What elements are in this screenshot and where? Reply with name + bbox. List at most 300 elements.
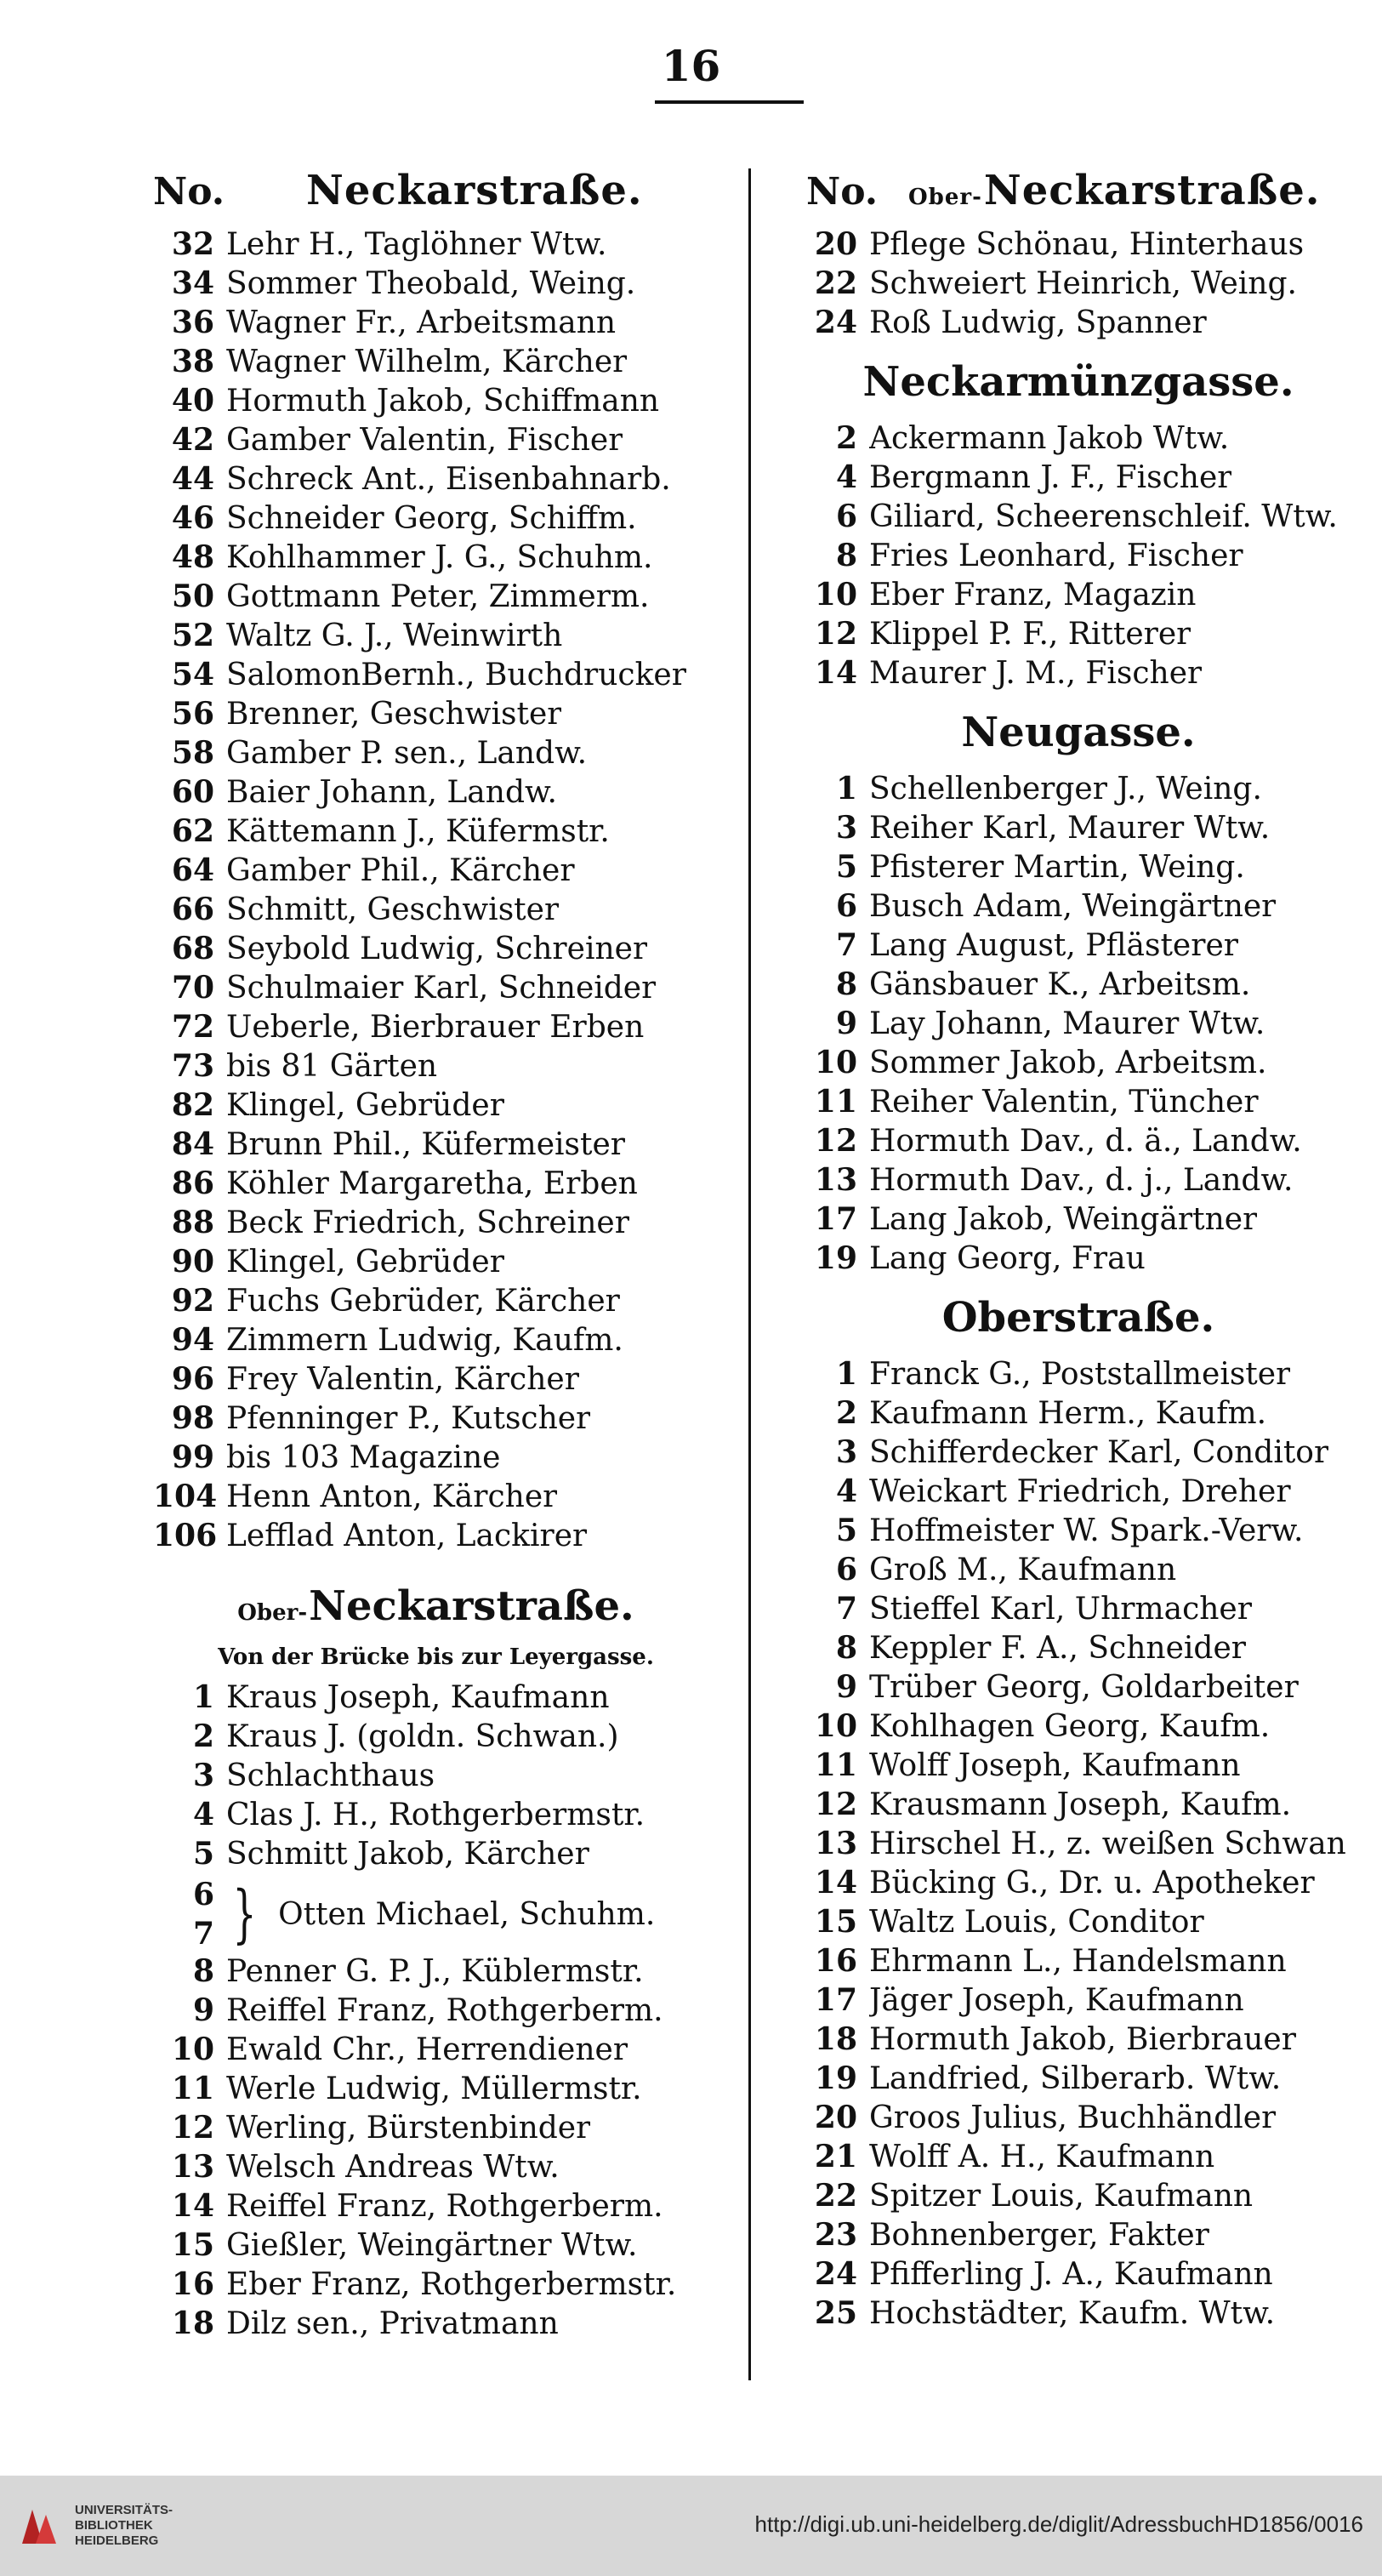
house-number: 11	[171, 2071, 214, 2106]
no-label: No.	[153, 170, 225, 214]
resident-name: Penner G. P. J., Küblermstr.	[226, 1954, 644, 1989]
entry-list-ober-neckarstrasse-cont	[806, 226, 1351, 344]
list-item	[153, 578, 719, 618]
resident-name: Brenner, Geschwister	[226, 697, 562, 732]
resident-name: bis 81 Gärten	[226, 1049, 438, 1084]
list-item	[153, 500, 719, 539]
list-item	[153, 774, 719, 813]
house-number: 73	[171, 1048, 214, 1084]
house-number: 16	[814, 1943, 857, 1979]
resident-name: Kohlhagen Georg, Kaufm.	[869, 1709, 1271, 1744]
resident-name: Klippel P. F., Ritterer	[869, 617, 1191, 652]
list-item	[153, 813, 719, 852]
house-number: 88	[171, 1205, 214, 1240]
house-number: 14	[814, 655, 857, 691]
list-item	[806, 1123, 1351, 1162]
resident-name: Gamber P. sen., Landw.	[226, 736, 588, 771]
university-library-logo-icon	[17, 2503, 63, 2549]
house-number: 4	[835, 459, 857, 495]
right-column	[806, 167, 1351, 2334]
resident-name: Baier Johann, Landw.	[226, 775, 557, 810]
street-title-text: Neckarstraße.	[983, 167, 1321, 214]
house-number: 18	[814, 2021, 857, 2057]
brace-entry	[153, 1875, 719, 1953]
resident-name: Wagner Wilhelm, Kärcher	[226, 345, 628, 379]
resident-name: Jäger Joseph, Kaufmann	[869, 1983, 1244, 2018]
list-item	[806, 499, 1351, 538]
resident-name: Hoffmeister W. Spark.-Verw.	[869, 1513, 1304, 1548]
house-number: 13	[814, 1162, 857, 1198]
resident-name: Zimmern Ludwig, Kaufm.	[226, 1323, 623, 1358]
resident-name: Kaufmann Herm., Kaufm.	[869, 1396, 1267, 1431]
house-number: 5	[835, 849, 857, 885]
list-item	[153, 539, 719, 578]
list-item	[806, 1982, 1351, 2021]
resident-name: Dilz sen., Privatmann	[226, 2306, 559, 2341]
house-number: 11	[814, 1084, 857, 1120]
house-number: 23	[814, 2217, 857, 2253]
list-item	[153, 344, 719, 383]
resident-name: Ehrmann L., Handelsmann	[869, 1944, 1287, 1979]
resident-name: Giliard, Scheerenschleif. Wtw.	[869, 499, 1338, 534]
resident-name: Henn Anton, Kärcher	[226, 1479, 558, 1514]
resident-name: Hormuth Jakob, Bierbrauer	[869, 2022, 1296, 2057]
house-number: 40	[171, 383, 214, 419]
list-item	[153, 2227, 719, 2266]
list-item	[153, 931, 719, 970]
resident-name: Hirschel H., z. weißen Schwan	[869, 1827, 1346, 1861]
house-number: 16	[171, 2266, 214, 2302]
house-number: 13	[171, 2149, 214, 2185]
list-item	[153, 1992, 719, 2032]
house-number: 68	[171, 931, 214, 966]
list-item	[806, 1826, 1351, 1865]
resident-name: Busch Adam, Weingärtner	[869, 889, 1277, 924]
resident-name: Bohnenberger, Fakter	[869, 2218, 1209, 2253]
list-item	[806, 2060, 1351, 2100]
house-number: 54	[171, 657, 214, 692]
resident-name: Ewald Chr., Herrendiener	[226, 2032, 628, 2067]
list-item	[153, 1836, 719, 1875]
resident-name: Klingel, Gebrüder	[226, 1088, 504, 1123]
list-item	[806, 1395, 1351, 1434]
resident-name: Ackermann Jakob Wtw.	[869, 421, 1230, 456]
house-number: 14	[814, 1865, 857, 1901]
list-item	[153, 1244, 719, 1283]
page-number: 16	[661, 41, 721, 91]
resident-name: Welsch Andreas Wtw.	[226, 2150, 560, 2185]
resident-name: Schweiert Heinrich, Weing.	[869, 266, 1297, 301]
house-number: 1	[192, 1679, 214, 1715]
street-title-oberstrasse: Oberstraße.	[941, 1294, 1215, 1342]
resident-name: Schreck Ant., Eisenbahnarb.	[226, 462, 671, 497]
resident-name: Schlachthaus	[226, 1758, 435, 1793]
list-item	[153, 1322, 719, 1361]
list-item	[153, 1400, 719, 1439]
list-item	[153, 1797, 719, 1836]
list-item	[806, 2295, 1351, 2334]
list-item	[153, 1361, 719, 1400]
list-item	[806, 849, 1351, 888]
house-number: 7	[835, 927, 857, 963]
house-number: 6	[192, 1877, 214, 1912]
house-number: 96	[171, 1361, 214, 1397]
house-number: 106	[153, 1518, 218, 1553]
list-item	[153, 265, 719, 305]
house-number: 20	[814, 2100, 857, 2135]
resident-name: Wagner Fr., Arbeitsmann	[226, 305, 617, 340]
house-number: 12	[814, 1123, 857, 1159]
house-number: 17	[814, 1982, 857, 2018]
house-number: 50	[171, 578, 214, 614]
list-item	[806, 966, 1351, 1006]
resident-name: Weickart Friedrich, Dreher	[869, 1474, 1291, 1509]
house-number: 99	[171, 1439, 214, 1475]
resident-name: Seybold Ludwig, Schreiner	[226, 932, 648, 966]
entry-list-neckarmuenzgasse	[806, 420, 1351, 694]
resident-name: Schellenberger J., Weing.	[869, 772, 1262, 806]
list-item	[806, 577, 1351, 616]
street-prefix: Ober-	[908, 185, 982, 210]
list-item	[153, 1518, 719, 1557]
list-item	[806, 1162, 1351, 1201]
resident-name: Lefflad Anton, Lackirer	[226, 1519, 588, 1553]
street-title-ober-neckarstrasse	[908, 167, 1320, 214]
resident-name: Lehr H., Taglöhner Wtw.	[226, 227, 607, 262]
house-number: 25	[814, 2295, 857, 2331]
house-number: 12	[814, 1787, 857, 1822]
house-number: 38	[171, 344, 214, 379]
house-number: 24	[814, 305, 857, 340]
house-number: 22	[814, 2178, 857, 2214]
list-item	[153, 422, 719, 461]
street-subtitle: Von der Brücke bis zur Leyergasse.	[218, 1644, 654, 1670]
resident-name: Waltz Louis, Conditor	[869, 1905, 1204, 1940]
house-number: 14	[171, 2188, 214, 2224]
street-title-neckarstrasse: Neckarstraße.	[306, 167, 643, 214]
resident-name: Köhler Margaretha, Erben	[226, 1166, 638, 1201]
resident-name: Fries Leonhard, Fischer	[869, 539, 1243, 573]
house-number: 2	[835, 420, 857, 456]
house-number: 9	[835, 1006, 857, 1041]
house-number: 36	[171, 305, 214, 340]
right-column-header	[806, 167, 1351, 226]
list-item	[806, 1708, 1351, 1747]
resident-name: Schneider Georg, Schiffm.	[226, 501, 637, 536]
house-number: 10	[814, 1045, 857, 1080]
resident-name: Wolff A. H., Kaufmann	[869, 2140, 1215, 2174]
list-item	[806, 1434, 1351, 1473]
list-item	[806, 1630, 1351, 1669]
resident-name: Groß M., Kaufmann	[869, 1553, 1177, 1587]
resident-name: Ueberle, Bierbrauer Erben	[226, 1010, 645, 1045]
house-number: 10	[171, 2032, 214, 2067]
logo-line: UNIVERSITÄTS-	[75, 2503, 173, 2517]
list-item	[806, 771, 1351, 810]
house-number: 3	[192, 1758, 214, 1793]
resident-name: Klingel, Gebrüder	[226, 1245, 504, 1279]
list-item	[153, 970, 719, 1009]
resident-name: Landfried, Silberarb. Wtw.	[869, 2061, 1282, 2096]
list-item	[806, 420, 1351, 459]
resident-name: Waltz G. J., Weinwirth	[226, 618, 563, 653]
list-item	[806, 927, 1351, 966]
resident-name: Gießler, Weingärtner Wtw.	[226, 2228, 638, 2263]
list-item	[806, 1084, 1351, 1123]
resident-name: Kättemann J., Küfermstr.	[226, 814, 610, 849]
list-item	[153, 2188, 719, 2227]
entry-list-ober-neckarstrasse-b	[153, 1953, 719, 2345]
resident-name: Werling, Bürstenbinder	[226, 2111, 591, 2146]
list-item	[806, 1356, 1351, 1395]
house-number: 56	[171, 696, 214, 732]
list-item	[153, 1758, 719, 1797]
resident-name: Reiffel Franz, Rothgerberm.	[226, 2189, 663, 2224]
resident-name: Stieffel Karl, Uhrmacher	[869, 1592, 1252, 1627]
house-number: 46	[171, 500, 214, 536]
list-item	[806, 1865, 1351, 1904]
left-column	[153, 167, 719, 2345]
house-number: 2	[192, 1718, 214, 1754]
house-number: 6	[835, 499, 857, 534]
resident-name: Gänsbauer K., Arbeitsm.	[869, 967, 1251, 1002]
resident-name: Bücking G., Dr. u. Apotheker	[869, 1866, 1315, 1901]
house-number: 1	[835, 771, 857, 806]
list-item	[153, 1126, 719, 1165]
list-item	[806, 1240, 1351, 1279]
resident-name: Eber Franz, Magazin	[869, 578, 1197, 613]
resident-name: Eber Franz, Rothgerbermstr.	[226, 2267, 677, 2302]
list-item	[153, 1953, 719, 1992]
resident-name: Hormuth Dav., d. ä., Landw.	[869, 1124, 1302, 1159]
list-item	[806, 459, 1351, 499]
list-item	[153, 1009, 719, 1048]
entry-list-ober-neckarstrasse-a	[153, 1679, 719, 1875]
logo-line: HEIDELBERG	[75, 2533, 159, 2548]
resident-name: Fuchs Gebrüder, Kärcher	[226, 1284, 620, 1319]
list-item	[153, 2071, 719, 2110]
list-item	[806, 1552, 1351, 1591]
resident-name: Reiher Valentin, Tüncher	[869, 1085, 1259, 1120]
list-item	[806, 1201, 1351, 1240]
house-number: 2	[835, 1395, 857, 1431]
source-url-link[interactable]: http://digi.ub.uni-heidelberg.de/diglit/AdressbuchHD1856/0016	[754, 2511, 1363, 2537]
list-item	[153, 2110, 719, 2149]
house-number: 13	[814, 1826, 857, 1861]
house-number: 34	[171, 265, 214, 301]
house-number: 20	[814, 226, 857, 262]
list-item	[153, 461, 719, 500]
list-item	[153, 383, 719, 422]
resident-name: SalomonBernh., Buchdrucker	[226, 658, 686, 692]
list-item	[806, 2139, 1351, 2178]
resident-name: Pfenninger P., Kutscher	[226, 1401, 591, 1436]
list-item	[806, 888, 1351, 927]
house-number: 7	[192, 1916, 214, 1952]
house-number: 62	[171, 813, 214, 849]
street-title-neugasse: Neugasse.	[961, 709, 1196, 756]
list-item	[806, 2256, 1351, 2295]
list-item	[806, 305, 1351, 344]
resident-name: Roß Ludwig, Spanner	[869, 305, 1207, 340]
list-item	[806, 1904, 1351, 1943]
house-number: 52	[171, 618, 214, 653]
house-number: 66	[171, 892, 214, 927]
list-item	[153, 657, 719, 696]
list-item	[806, 538, 1351, 577]
list-item	[806, 2178, 1351, 2217]
house-number: 21	[814, 2139, 857, 2174]
resident-name: Clas J. H., Rothgerbermstr.	[226, 1798, 646, 1832]
resident-name: Frey Valentin, Kärcher	[226, 1362, 579, 1397]
house-number: 15	[171, 2227, 214, 2263]
resident-name: Gamber Phil., Kärcher	[226, 853, 575, 888]
list-item	[806, 1787, 1351, 1826]
left-column-header	[153, 167, 719, 226]
entry-list-neckarstrasse	[153, 226, 719, 1557]
house-number: 15	[814, 1904, 857, 1940]
resident-name: bis 103 Magazine	[226, 1440, 501, 1475]
resident-name: Trüber Georg, Goldarbeiter	[869, 1670, 1299, 1705]
list-item	[806, 1747, 1351, 1787]
resident-name: Pfifferling J. A., Kaufmann	[869, 2257, 1273, 2292]
list-item	[153, 1679, 719, 1718]
list-item	[153, 1165, 719, 1205]
resident-name: Pfisterer Martin, Weing.	[869, 850, 1245, 885]
list-item	[153, 735, 719, 774]
resident-name: Kraus Joseph, Kaufmann	[226, 1680, 610, 1715]
house-number: 104	[153, 1479, 218, 1514]
resident-name: Schmitt, Geschwister	[226, 892, 560, 927]
list-item	[806, 655, 1351, 694]
house-number: 8	[835, 966, 857, 1002]
house-number: 8	[835, 1630, 857, 1666]
resident-name: Wolff Joseph, Kaufmann	[869, 1748, 1241, 1783]
house-number: 32	[171, 226, 214, 262]
house-number: 19	[814, 2060, 857, 2096]
resident-name: Maurer J. M., Fischer	[869, 656, 1203, 691]
list-item	[806, 1513, 1351, 1552]
house-number: 92	[171, 1283, 214, 1319]
house-number: 22	[814, 265, 857, 301]
entry-list-oberstrasse	[806, 1356, 1351, 2334]
list-item	[806, 265, 1351, 305]
logo-line: BIBLIOTHEK	[75, 2518, 153, 2533]
resident-name: Schmitt Jakob, Kärcher	[226, 1837, 589, 1872]
list-item	[806, 1473, 1351, 1513]
house-number: 19	[814, 1240, 857, 1276]
street-title-ober-neckarstrasse	[153, 1572, 719, 1640]
brace-icon: }	[232, 1878, 257, 1951]
list-item	[153, 1283, 719, 1322]
list-item	[153, 1718, 719, 1758]
house-number: 10	[814, 1708, 857, 1744]
resident-name: Gamber Valentin, Fischer	[226, 423, 623, 458]
list-item	[153, 2149, 719, 2188]
house-number: 8	[835, 538, 857, 573]
house-number: 17	[814, 1201, 857, 1237]
list-item	[153, 1205, 719, 1244]
house-number: 10	[814, 577, 857, 613]
resident-name: Otten Michael, Schuhm.	[278, 1896, 656, 1932]
list-item	[806, 2100, 1351, 2139]
resident-name: Reiher Karl, Maurer Wtw.	[869, 811, 1271, 846]
list-item	[153, 2032, 719, 2071]
list-item	[153, 892, 719, 931]
house-number: 12	[814, 616, 857, 652]
house-number: 9	[192, 1992, 214, 2028]
house-number: 72	[171, 1009, 214, 1045]
entry-list-neugasse	[806, 771, 1351, 1279]
list-item	[806, 1006, 1351, 1045]
brace-numbers	[153, 1875, 214, 1953]
resident-name: Hochstädter, Kaufm. Wtw.	[869, 2296, 1276, 2331]
house-number: 94	[171, 1322, 214, 1358]
list-item	[806, 1943, 1351, 1982]
resident-name: Lay Johann, Maurer Wtw.	[869, 1006, 1265, 1041]
house-number: 6	[835, 1552, 857, 1587]
resident-name: Groos Julius, Buchhändler	[869, 2100, 1277, 2135]
resident-name: Brunn Phil., Küfermeister	[226, 1127, 625, 1162]
house-number: 11	[814, 1747, 857, 1783]
resident-name: Keppler F. A., Schneider	[869, 1631, 1246, 1666]
house-number: 24	[814, 2256, 857, 2292]
list-item	[806, 616, 1351, 655]
list-item	[806, 1045, 1351, 1084]
house-number: 4	[192, 1797, 214, 1832]
resident-name: Reiffel Franz, Rothgerberm.	[226, 1993, 663, 2028]
house-number: 5	[192, 1836, 214, 1872]
house-number: 8	[192, 1953, 214, 1989]
street-title-text: Neckarstraße.	[309, 1582, 634, 1630]
column-divider	[748, 168, 751, 2380]
house-number: 18	[171, 2305, 214, 2341]
street-prefix: Ober-	[237, 1600, 308, 1626]
resident-name: Franck G., Poststallmeister	[869, 1357, 1291, 1392]
resident-name: Hormuth Jakob, Schiffmann	[226, 384, 660, 419]
list-item	[153, 1479, 719, 1518]
house-number: 12	[171, 2110, 214, 2146]
resident-name: Sommer Jakob, Arbeitsm.	[869, 1046, 1267, 1080]
house-number: 86	[171, 1165, 214, 1201]
resident-name: Gottmann Peter, Zimmerm.	[226, 579, 650, 614]
house-number: 98	[171, 1400, 214, 1436]
resident-name: Krausmann Joseph, Kaufm.	[869, 1787, 1292, 1822]
resident-name: Kraus J. (goldn. Schwan.)	[226, 1719, 619, 1754]
house-number: 1	[835, 1356, 857, 1392]
resident-name: Hormuth Dav., d. j., Landw.	[869, 1163, 1294, 1198]
house-number: 42	[171, 422, 214, 458]
house-number: 6	[835, 888, 857, 924]
list-item	[153, 1048, 719, 1087]
list-item	[806, 1669, 1351, 1708]
house-number: 3	[835, 1434, 857, 1470]
house-number: 70	[171, 970, 214, 1006]
list-item	[806, 810, 1351, 849]
list-item	[153, 305, 719, 344]
list-item	[153, 2266, 719, 2305]
house-number: 82	[171, 1087, 214, 1123]
resident-name: Pflege Schönau, Hinterhaus	[869, 227, 1305, 262]
house-number: 60	[171, 774, 214, 810]
resident-name: Lang August, Pflästerer	[869, 928, 1238, 963]
resident-name: Bergmann J. F., Fischer	[869, 460, 1232, 495]
list-item	[806, 1591, 1351, 1630]
resident-name: Spitzer Louis, Kaufmann	[869, 2179, 1254, 2214]
list-item	[153, 618, 719, 657]
house-number: 3	[835, 810, 857, 846]
list-item	[153, 1439, 719, 1479]
